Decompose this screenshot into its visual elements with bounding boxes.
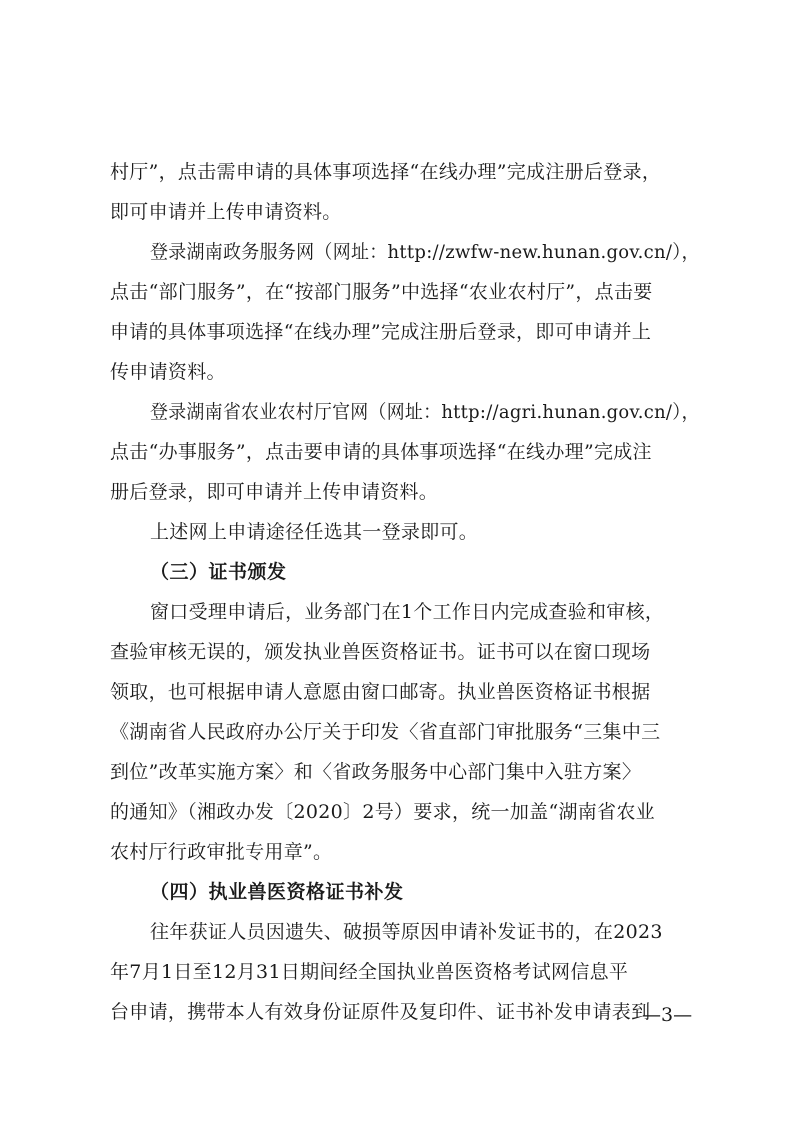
paragraph-line: 即可申请并上传申请资料。: [110, 201, 342, 223]
paragraph-line: 村厅”，点击需申请的具体事项选择“在线办理”完成注册后登录，: [110, 161, 662, 183]
paragraph-line: 往年获证人员因遗失、破损等原因申请补发证书的，在2023: [150, 921, 663, 943]
paragraph-line: 申请的具体事项选择“在线办理”完成注册后登录，即可申请并上: [110, 321, 652, 343]
paragraph-line: 点击“办事服务”，点击要申请的具体事项选择“在线办理”完成注: [110, 441, 652, 463]
paragraph-line: 查验审核无误的，颁发执业兽医资格证书。证书可以在窗口现场: [110, 641, 651, 663]
paragraph-line: 传申请资料。: [110, 361, 226, 383]
paragraph-line: 册后登录，即可申请并上传申请资料。: [110, 481, 439, 503]
paragraph-line: 点击“部门服务”，在“按部门服务”中选择“农业农村厅”，点击要: [110, 281, 653, 303]
paragraph-line: 台申请，携带本人有效身份证原件及复印件、证书补发申请表到: [110, 1001, 651, 1023]
paragraph-line: 的通知》（湘政办发〔2020〕2号）要求，统一加盖“湖南省农业: [110, 801, 655, 823]
paragraph-line: 领取，也可根据申请人意愿由窗口邮寄。执业兽医资格证书根据: [110, 681, 651, 703]
paragraph-line: 年7月1日至12月31日期间经全国执业兽医资格考试网信息平: [110, 961, 629, 983]
paragraph-line: 《湖南省人民政府办公厅关于印发〈省直部门审批服务“三集中三: [110, 721, 661, 743]
section-heading: （四）执业兽医资格证书补发: [150, 881, 404, 903]
paragraph-line: 登录湖南省农业农村厅官网（网址：http://agri.hunan.gov.cn/），: [150, 401, 700, 423]
paragraph-line: 到位”改革实施方案〉和〈省政务服务中心部门集中入驻方案〉: [110, 761, 642, 783]
paragraph-line: 登录湖南政务服务网（网址：http://zwfw-new.hunan.gov.cn/），: [150, 241, 700, 263]
page-number: —3—: [642, 1004, 693, 1026]
paragraph-line: 窗口受理申请后，业务部门在1个工作日内完成查验和审核，: [150, 601, 665, 623]
section-heading: （三）证书颁发: [150, 561, 287, 583]
paragraph-line: 上述网上申请途径任选其一登录即可。: [150, 521, 479, 543]
paragraph-line: 农村厅行政审批专用章”。: [110, 841, 333, 863]
